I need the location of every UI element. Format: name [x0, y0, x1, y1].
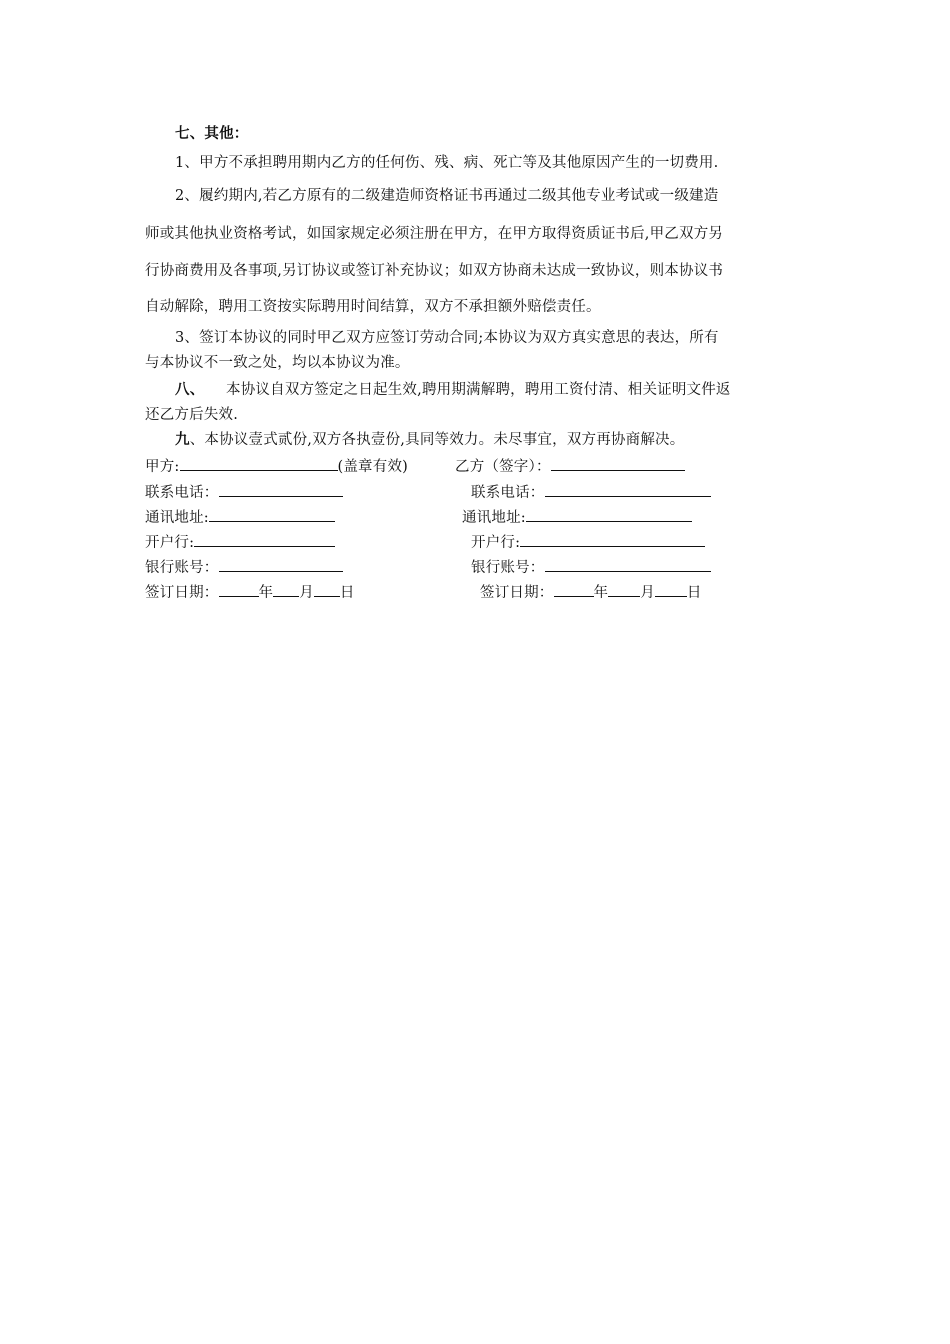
party-a-address-row: [145, 506, 335, 528]
party-a-phone-row: [145, 481, 343, 503]
party-a-seal-note: (盖章有效): [337, 459, 409, 475]
party-b-account-field[interactable]: [545, 556, 711, 572]
party-a-address-field[interactable]: [209, 506, 335, 522]
party-a-month-field[interactable]: [273, 581, 299, 597]
section-7-item-3-line-2: 与本协议不一致之处，均以本协议为准。: [145, 355, 410, 371]
party-b-bank-row: [471, 531, 705, 553]
party-a-account-label: 银行账号：: [145, 560, 219, 576]
party-b-address-row: [462, 506, 692, 528]
party-a-account-field[interactable]: [219, 556, 343, 572]
party-b-label: 乙方（签字）：: [455, 459, 551, 475]
party-b-account-label: 银行账号：: [471, 560, 545, 576]
party-b-date-label: 签订日期：: [480, 585, 554, 601]
party-a-year-label: 年: [258, 585, 274, 601]
party-b-bank-label: 开户行:: [471, 535, 521, 551]
section-7-item-2-line-3: 行协商费用及各事项,另订协议或签订补充协议；如双方协商未达成一致协议，则本协议书: [145, 263, 724, 279]
party-a-bank-row: [145, 531, 335, 553]
party-b-month-field[interactable]: [608, 581, 640, 597]
party-a-name-field[interactable]: [180, 455, 338, 471]
section-7-heading: 七、其他：: [175, 125, 249, 142]
section-7-item-1: 1、甲方不承担聘用期内乙方的任何伤、残、病、死亡等及其他原因产生的一切费用.: [175, 155, 719, 171]
party-b-name-field[interactable]: [551, 455, 685, 471]
party-b-phone-row: [471, 481, 711, 503]
party-b-account-row: [471, 556, 711, 578]
party-b-bank-field[interactable]: [520, 531, 705, 547]
party-a-phone-field[interactable]: [219, 481, 343, 497]
party-b-address-label: 通讯地址:: [462, 510, 526, 526]
party-a-day-field[interactable]: [314, 581, 340, 597]
section-9-text: 、本协议壹式贰份,双方各执壹份,具同等效力。未尽事宜，双方再协商解决。: [189, 432, 685, 448]
party-a-month-label: 月: [299, 585, 314, 601]
section-9: [175, 430, 684, 450]
party-b-year-field[interactable]: [554, 581, 594, 597]
party-b-date-row: [480, 581, 702, 603]
party-a-year-field[interactable]: [219, 581, 259, 597]
party-b-day-field[interactable]: [655, 581, 687, 597]
party-a-label: 甲方:: [145, 459, 180, 475]
party-a-account-row: [145, 556, 343, 578]
party-b-year-label: 年: [593, 585, 609, 601]
section-9-heading: 九: [175, 431, 190, 448]
party-a-day-label: 日: [339, 585, 355, 601]
party-b-address-field[interactable]: [526, 506, 692, 522]
party-a-name-row: [145, 455, 408, 477]
party-b-day-label: 日: [686, 585, 702, 601]
section-7-item-2-line-1: 2、履约期内,若乙方原有的二级建造师资格证书再通过二级其他专业考试或一级建造: [175, 188, 719, 204]
party-a-bank-label: 开户行:: [145, 535, 195, 551]
party-b-phone-field[interactable]: [545, 481, 711, 497]
section-8-line-2: 还乙方后失效.: [145, 407, 239, 423]
party-a-bank-field[interactable]: [194, 531, 335, 547]
section-8-text: 本协议自双方签定之日起生效,聘用期满解聘，聘用工资付清、相关证明文件返: [226, 382, 731, 398]
section-7-item-2-line-2: 师或其他执业资格考试，如国家规定必须注册在甲方，在甲方取得资质证书后,甲乙双方另: [145, 226, 724, 242]
party-b-name-row: [455, 455, 685, 477]
party-a-date-label: 签订日期：: [145, 585, 219, 601]
party-a-date-row: [145, 581, 355, 603]
section-8-heading: 八、: [175, 381, 205, 398]
section-7-item-2-line-4: 自动解除，聘用工资按实际聘用时间结算，双方不承担额外赔偿责任。: [145, 299, 601, 315]
party-a-address-label: 通讯地址:: [145, 510, 209, 526]
section-8-line-1: [175, 380, 731, 400]
party-b-phone-label: 联系电话：: [471, 485, 545, 501]
section-7-item-3-line-1: 3、签订本协议的同时甲乙双方应签订劳动合同;本协议为双方真实意思的表达，所有: [175, 330, 719, 346]
party-b-month-label: 月: [640, 585, 655, 601]
party-a-phone-label: 联系电话：: [145, 485, 219, 501]
